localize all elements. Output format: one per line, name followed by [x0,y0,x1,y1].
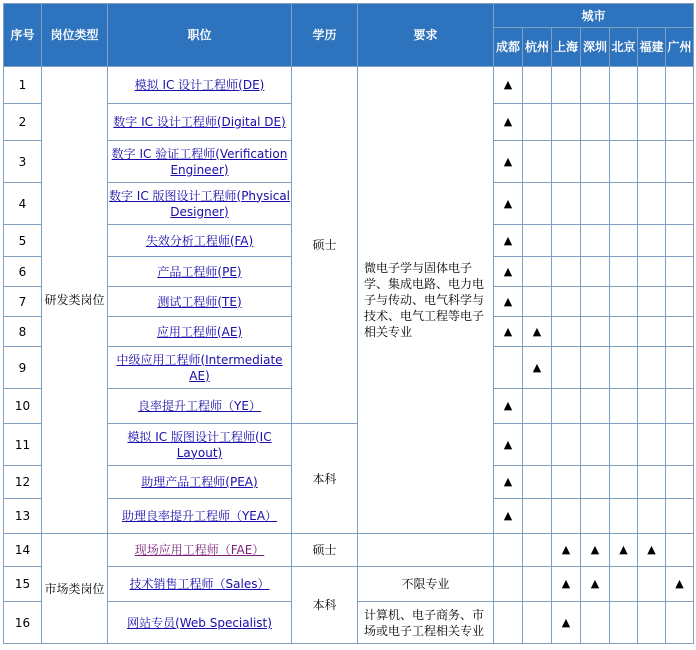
row-no: 10 [4,389,42,424]
city-mark [523,424,552,466]
category-market: 市场类岗位 [42,534,108,644]
city-mark [638,287,666,317]
position-cell [108,466,292,499]
city-mark [581,424,610,466]
position-link[interactable]: 助理产品工程师(PEA) [141,475,258,489]
city-mark [638,67,666,104]
city-mark [581,67,610,104]
position-cell [108,183,292,225]
city-mark [610,104,638,141]
job-table [3,3,694,644]
city-mark [581,499,610,534]
city-mark [610,287,638,317]
city-mark [552,317,581,347]
header-city-beijing: 北京 [610,28,638,67]
table-row [4,567,694,602]
city-mark [523,389,552,424]
city-mark [552,287,581,317]
city-mark: ▲ [523,347,552,389]
city-mark: ▲ [494,466,523,499]
row-no: 13 [4,499,42,534]
education-bachelor: 本科 [292,424,358,534]
city-mark [523,183,552,225]
header-city-chengdu: 成都 [494,28,523,67]
position-link[interactable]: 技术销售工程师（Sales） [129,577,270,591]
city-mark [638,499,666,534]
city-mark [638,317,666,347]
city-mark [523,534,552,567]
position-cell [108,602,292,644]
row-no: 8 [4,317,42,347]
education-master-fae: 硕士 [292,534,358,567]
city-mark [666,499,694,534]
position-link[interactable]: 中级应用工程师(Intermediate AE) [116,352,283,383]
position-link[interactable]: 现场应用工程师（FAE） [134,543,265,557]
position-link[interactable]: 失效分析工程师(FA) [145,233,254,248]
city-mark: ▲ [494,225,523,257]
city-mark: ▲ [494,183,523,225]
city-mark [552,104,581,141]
position-link[interactable]: 应用工程师(AE) [156,324,243,339]
city-mark [523,104,552,141]
header-city-hangzhou: 杭州 [523,28,552,67]
city-mark [523,141,552,183]
city-mark [581,183,610,225]
city-mark [581,347,610,389]
city-mark: ▲ [494,499,523,534]
row-no: 16 [4,602,42,644]
city-mark [666,424,694,466]
city-mark [666,104,694,141]
city-mark [638,424,666,466]
city-mark [666,466,694,499]
position-link[interactable]: 模拟 IC 设计工程师(DE) [134,78,265,92]
requirement-fae [358,534,494,567]
position-link[interactable]: 网站专员(Web Specialist) [127,615,272,630]
city-mark [552,257,581,287]
header-category: 岗位类型 [42,4,108,67]
city-mark: ▲ [581,534,610,567]
city-mark: ▲ [494,67,523,104]
header-requirement: 要求 [358,4,494,67]
city-mark [610,466,638,499]
position-link[interactable]: 模拟 IC 版图设计工程师(IC Layout) [127,429,272,460]
city-mark [610,317,638,347]
city-mark [610,347,638,389]
row-no: 1 [4,67,42,104]
requirement-rd: 微电子学与固体电子学、集成电路、电力电子与传动、电气科学与技术、电气工程等电子相关专业 [358,67,494,534]
city-mark [666,225,694,257]
city-mark [552,141,581,183]
city-mark [581,389,610,424]
position-link[interactable]: 测试工程师(TE) [157,294,242,309]
row-no: 12 [4,466,42,499]
city-mark [552,225,581,257]
position-cell [108,225,292,257]
city-mark [666,347,694,389]
header-education: 学历 [292,4,358,67]
city-mark [610,225,638,257]
city-mark [610,257,638,287]
city-mark [638,225,666,257]
position-link[interactable]: 数字 IC 版图设计工程师(Physical Designer) [108,188,291,219]
row-no: 5 [4,225,42,257]
city-mark: ▲ [552,534,581,567]
city-mark [552,424,581,466]
city-mark [666,534,694,567]
city-mark [523,499,552,534]
city-mark [523,602,552,644]
table-row [4,534,694,567]
header-position: 职位 [108,4,292,67]
city-mark [610,389,638,424]
city-mark: ▲ [494,104,523,141]
position-cell [108,424,292,466]
city-mark [666,389,694,424]
city-mark [494,347,523,389]
city-mark [581,225,610,257]
requirement-web: 计算机、电子商务、市场或电子工程相关专业 [358,602,494,644]
city-mark [638,389,666,424]
city-mark: ▲ [666,567,694,602]
city-mark [552,389,581,424]
city-mark [552,499,581,534]
position-cell [108,499,292,534]
header-city-shanghai: 上海 [552,28,581,67]
table-row [4,424,694,466]
education-master: 硕士 [292,67,358,424]
city-mark: ▲ [494,141,523,183]
row-no: 15 [4,567,42,602]
row-no: 14 [4,534,42,567]
city-mark [638,466,666,499]
city-mark [523,257,552,287]
city-mark: ▲ [581,567,610,602]
city-mark [610,183,638,225]
header-city-guangzhou: 广州 [666,28,694,67]
position-cell [108,257,292,287]
city-mark: ▲ [494,287,523,317]
city-mark [610,602,638,644]
city-mark [552,466,581,499]
header-city: 城市 [494,4,694,28]
city-mark [638,347,666,389]
city-mark [581,104,610,141]
position-link[interactable]: 数字 IC 验证工程师(Verification Engineer) [111,146,288,177]
city-mark [638,183,666,225]
row-no: 9 [4,347,42,389]
city-mark [494,567,523,602]
city-mark: ▲ [552,567,581,602]
position-cell [108,67,292,104]
position-link[interactable]: 良率提升工程师（YE） [138,399,261,413]
position-link[interactable]: 产品工程师(PE) [157,264,242,279]
city-mark: ▲ [494,317,523,347]
city-mark [610,567,638,602]
city-mark: ▲ [610,534,638,567]
requirement-sales: 不限专业 [358,567,494,602]
city-mark [581,257,610,287]
row-no: 7 [4,287,42,317]
position-cell [108,141,292,183]
city-mark: ▲ [494,257,523,287]
city-mark [666,287,694,317]
education-bachelor-market: 本科 [292,567,358,644]
city-mark [666,317,694,347]
city-mark [666,67,694,104]
row-no: 4 [4,183,42,225]
city-mark [581,466,610,499]
city-mark [581,317,610,347]
city-mark [552,347,581,389]
city-mark [638,104,666,141]
city-mark [638,141,666,183]
city-mark [494,534,523,567]
city-mark [523,67,552,104]
header-no: 序号 [4,4,42,67]
header-city-shenzhen: 深圳 [581,28,610,67]
position-cell [108,567,292,602]
city-mark [523,225,552,257]
city-mark: ▲ [494,389,523,424]
city-mark [666,257,694,287]
position-cell [108,317,292,347]
city-mark: ▲ [494,424,523,466]
row-no: 6 [4,257,42,287]
row-no: 2 [4,104,42,141]
city-mark [610,141,638,183]
city-mark [666,602,694,644]
city-mark: ▲ [523,317,552,347]
city-mark [523,466,552,499]
row-no: 11 [4,424,42,466]
city-mark [610,499,638,534]
position-link[interactable]: 数字 IC 设计工程师(Digital DE) [113,115,286,129]
header-city-fujian: 福建 [638,28,666,67]
city-mark [494,602,523,644]
position-cell [108,347,292,389]
table-row [4,67,694,104]
position-cell [108,287,292,317]
position-link[interactable]: 助理良率提升工程师（YEA） [121,509,278,523]
city-mark [552,183,581,225]
city-mark [666,141,694,183]
position-cell [108,104,292,141]
city-mark [581,287,610,317]
city-mark [638,567,666,602]
row-no: 3 [4,141,42,183]
city-mark [523,567,552,602]
category-rd: 研发类岗位 [42,67,108,534]
city-mark [523,287,552,317]
city-mark [638,257,666,287]
city-mark [638,602,666,644]
city-mark [666,183,694,225]
city-mark: ▲ [638,534,666,567]
city-mark [552,67,581,104]
city-mark [610,424,638,466]
city-mark [581,141,610,183]
city-mark: ▲ [552,602,581,644]
city-mark [610,67,638,104]
position-cell [108,389,292,424]
position-cell [108,534,292,567]
city-mark [581,602,610,644]
